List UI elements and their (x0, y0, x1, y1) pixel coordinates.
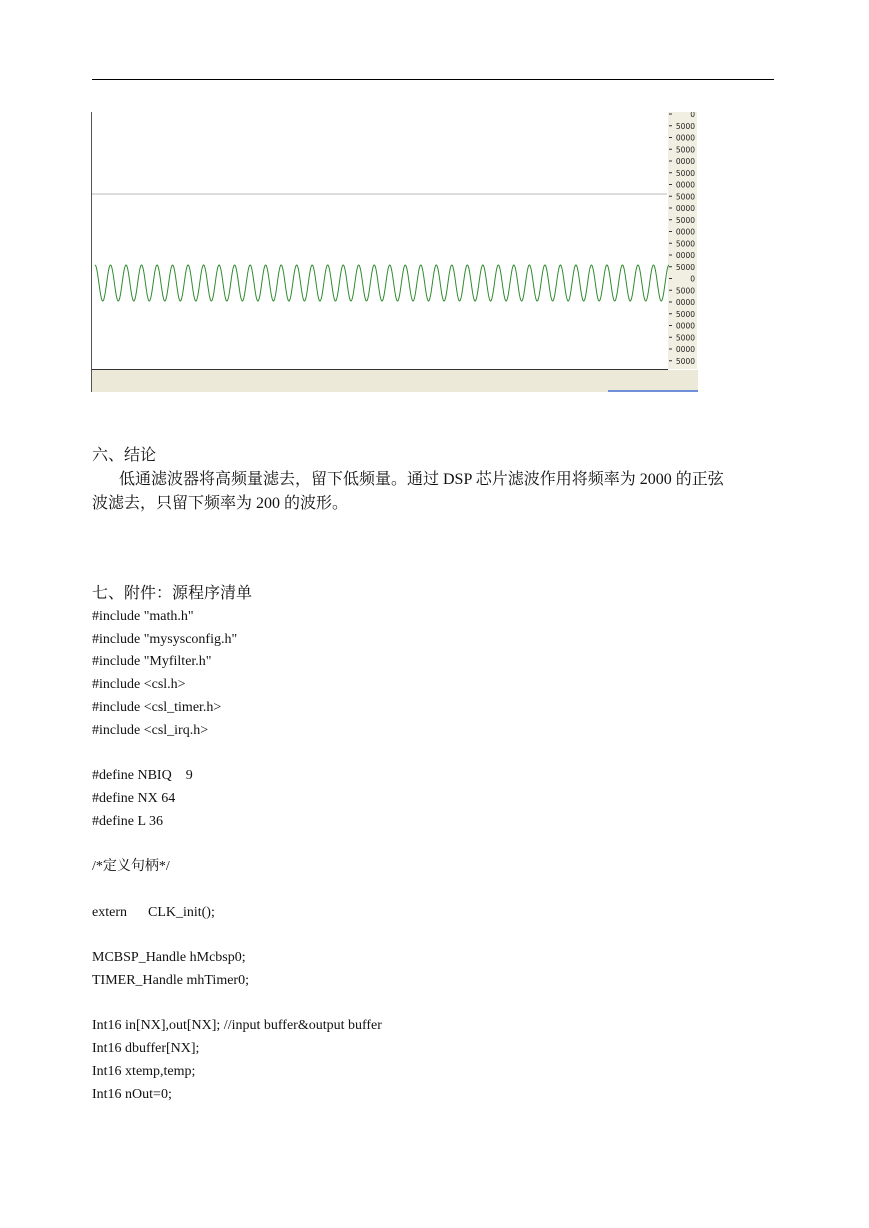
code-line: /*定义句柄*/ (92, 859, 170, 874)
y-tick-label: 5000 (675, 262, 695, 272)
code-line: Int16 xtemp,temp; (92, 1064, 196, 1079)
y-tick-label: 5000 (675, 121, 695, 131)
section6-line2: 波滤去，只留下频率为 200 的波形。 (92, 495, 349, 512)
code-line: #include <csl.h> (92, 677, 186, 692)
code-line: TIMER_Handle mhTimer0; (92, 973, 249, 988)
y-tick-label: 5000 (675, 239, 695, 249)
y-tick-label: 5000 (675, 168, 695, 178)
scope-screenshot (91, 112, 697, 392)
section6-line1: 低通滤波器将高频量滤去，留下低频量。通过 DSP 芯片滤波作用将频率为 2000 的正弦 (119, 471, 724, 488)
code-line: #include "math.h" (92, 609, 194, 624)
code-line: #define NX 64 (92, 791, 176, 806)
series-line (95, 265, 669, 301)
y-tick-label: 0000 (675, 345, 695, 354)
code-line: MCBSP_Handle hMcbsp0; (92, 950, 246, 965)
code-line: #include "Myfilter.h" (92, 654, 212, 669)
code-line: #define NBIQ 9 (92, 768, 193, 783)
section7-title: 七、附件：源程序清单 (92, 585, 253, 602)
code-line: Int16 nOut=0; (92, 1087, 172, 1102)
header-rule (92, 79, 774, 80)
section6-paragraph (92, 468, 774, 516)
y-tick-label: 5000 (675, 145, 695, 155)
code-line: #include <csl_timer.h> (92, 700, 222, 715)
code-line: #define L 36 (92, 814, 164, 829)
y-tick-label: 5000 (675, 215, 695, 225)
code-line: extern CLK_init(); (92, 905, 215, 920)
y-tick-label: 5000 (675, 356, 695, 366)
code-line: #include "mysysconfig.h" (92, 632, 238, 647)
y-tick-label: 5000 (675, 333, 695, 343)
code-line: #include <csl_irq.h> (92, 723, 209, 738)
y-tick-label: 0000 (675, 227, 695, 237)
y-tick-label: 5000 (675, 192, 695, 202)
y-tick-label: 0000 (675, 251, 695, 260)
y-tick-label: 0000 (675, 157, 695, 166)
y-tick-label: 0000 (675, 321, 695, 331)
y-tick-label: 5000 (675, 286, 695, 296)
y-tick-label: 0000 (675, 298, 695, 307)
code-line: Int16 in[NX],out[NX]; //input buffer&output buffer (92, 1018, 382, 1033)
y-tick-label: 0 (690, 274, 695, 284)
y-tick-label: 0000 (675, 180, 695, 190)
scope-chart (91, 112, 697, 392)
y-tick-label: 5000 (675, 309, 695, 319)
code-line: Int16 dbuffer[NX]; (92, 1041, 200, 1056)
y-tick-label: 0000 (675, 133, 695, 143)
y-tick-label: 0 (690, 112, 695, 119)
y-tick-label: 0000 (675, 204, 695, 213)
section6-title: 六、结论 (92, 447, 157, 464)
